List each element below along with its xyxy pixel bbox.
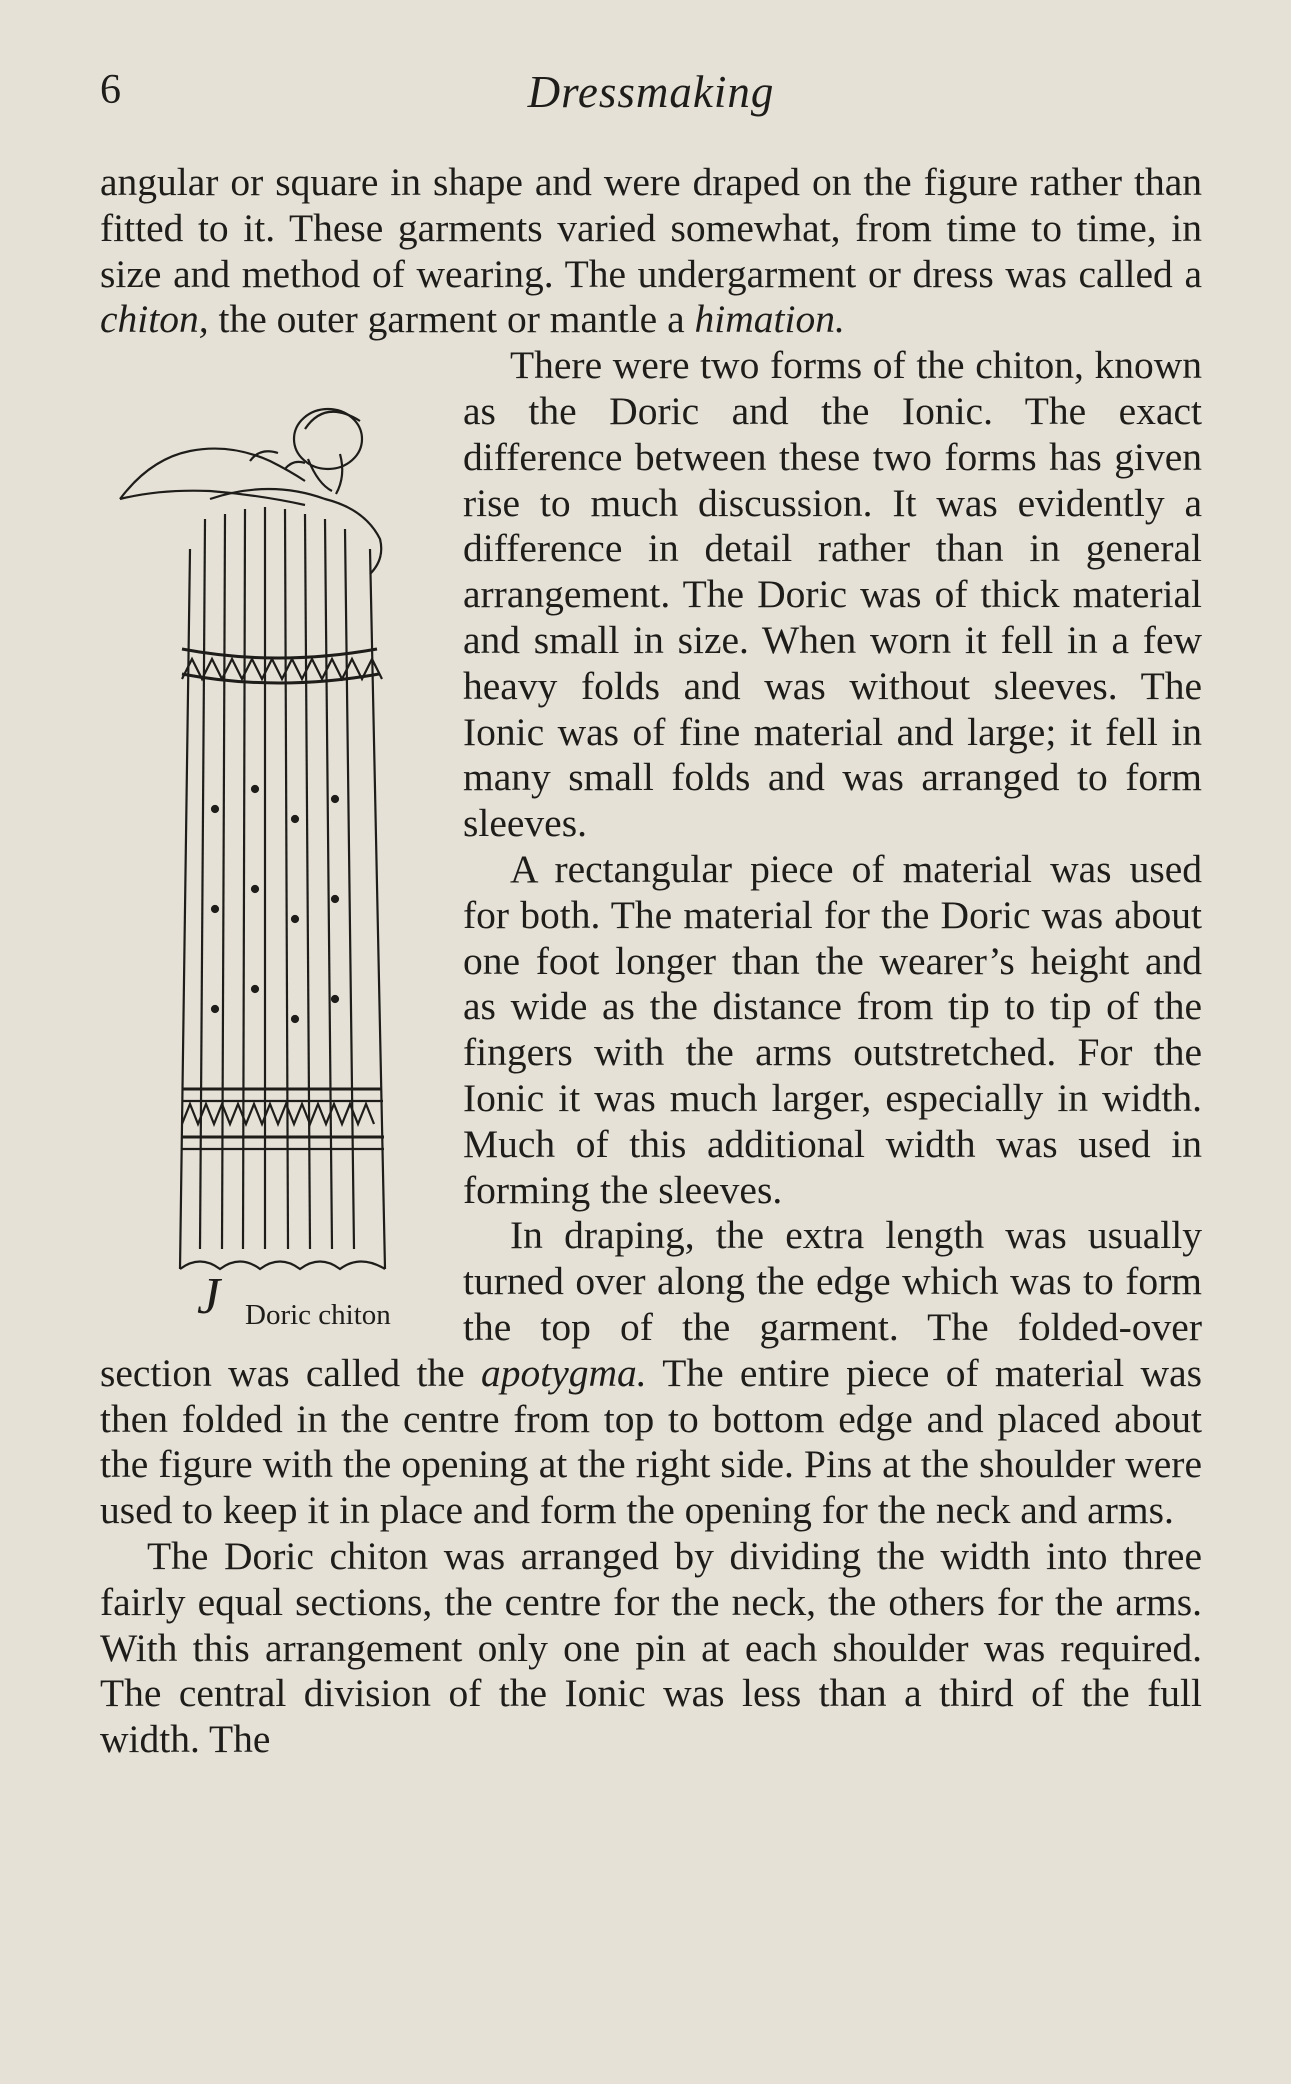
paragraph-5: The Doric chiton was arranged by dividing the width into three fairly equal sections, the centre for the neck, the others for the arms. With this arrangement only one pin at each shoulder was required. The central division of the Ionic was less than a third of the full width. The <box>100 1533 1202 1762</box>
paragraph-4-text-b: The entire piece of material was then folded in the centre from top to bottom edge and placed about the figure with the opening at the right side. Pins at the shoulder were used to keep it in place and form the opening for the neck and arms. <box>100 1350 1202 1533</box>
paragraph-1-text-a: angular or square in shape and were draped on the figure rather than fitted to it. These garments varied somewhat, from time to time, in size and method of wearing. The undergarment or dress was called a <box>100 160 1202 296</box>
paragraph-1 <box>100 160 1202 343</box>
term-apotygma: apotygma. <box>480 1350 647 1395</box>
paragraph-4-text-a: In draping, the extra length was usually turned over along the edge which was to form the top of the garment. The folded-over section was called the <box>100 1213 1202 1395</box>
page-header <box>100 66 1202 126</box>
margin-mark: J <box>197 1268 221 1326</box>
running-title: Dressmaking <box>527 67 775 117</box>
body-text <box>100 160 1202 1763</box>
figure-caption: Doric chiton <box>245 1299 391 1332</box>
term-himation: himation. <box>694 297 845 342</box>
paragraph-3: A rectangular piece of material was used for both. The material for the Doric was about one foot longer than the wearer’s height and as wide as the distance from tip to tip of the fingers with the arms outstretched. For the Ionic it was much larger, especially in width. Much of this additional width was used in forming the sleeves. <box>463 846 1202 1212</box>
paragraph-1-text-b: the outer garment or mantle a <box>208 297 695 342</box>
term-chiton: chiton, <box>100 297 209 342</box>
doric-chiton-figure <box>100 389 445 1349</box>
doric-chiton-illustration-icon <box>100 389 445 1289</box>
page-number: 6 <box>100 67 121 113</box>
paragraph-2-text: There were two forms of the chiton, known as the Doric and the Ionic. The exact difference between these two forms has given rise to much discussion. It was evidently a difference in detail rather than in general arrangement. The Doric was of thick material and small in size. When worn it fell in a few heavy folds and was without sleeves. The Ionic was of fine material and large; it fell in many small folds and was arranged to form sleeves. <box>463 343 1202 846</box>
